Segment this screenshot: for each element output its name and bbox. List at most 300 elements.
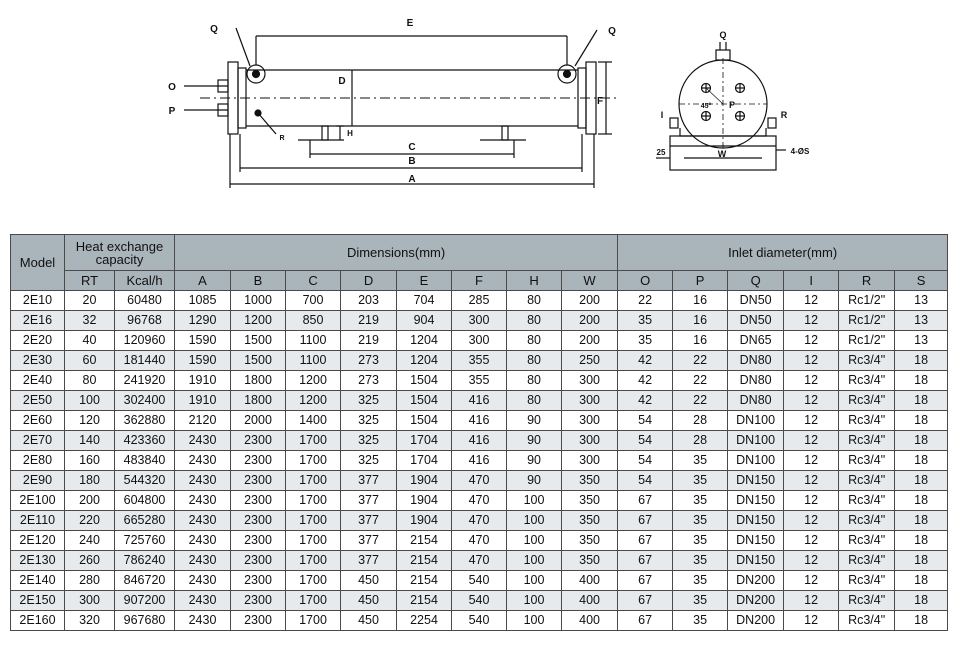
table-cell: 67	[618, 491, 673, 511]
column-header: C	[286, 271, 341, 291]
table-cell: 1200	[231, 311, 286, 331]
table-cell: 300	[562, 451, 618, 471]
table-cell: 2430	[175, 431, 231, 451]
column-header: R	[839, 271, 895, 291]
table-cell: 22	[673, 351, 728, 371]
column-header: Q	[728, 271, 784, 291]
model-cell: 2E100	[11, 491, 65, 511]
table-row	[11, 391, 948, 411]
table-cell: 1590	[175, 351, 231, 371]
table-cell: 285	[452, 291, 507, 311]
table-cell: DN50	[728, 291, 784, 311]
table-row	[11, 311, 948, 331]
table-cell: 35	[673, 551, 728, 571]
sub-header-row	[11, 271, 948, 291]
table-body	[11, 291, 948, 631]
model-cell: 2E60	[11, 411, 65, 431]
model-cell: 2E80	[11, 451, 65, 471]
table-cell: 35	[618, 331, 673, 351]
table-cell: Rc1/2"	[839, 331, 895, 351]
table-cell: 2154	[397, 591, 452, 611]
table-cell: 260	[65, 551, 115, 571]
table-cell: 35	[673, 451, 728, 471]
table-row	[11, 511, 948, 531]
table-cell: 12	[784, 511, 839, 531]
table-cell: 200	[562, 311, 618, 331]
table-cell: 2430	[175, 451, 231, 471]
label-c: C	[408, 142, 416, 153]
table-cell: 483840	[115, 451, 175, 471]
table-cell: 28	[673, 411, 728, 431]
table-cell: 100	[507, 551, 562, 571]
dimensions-header: Dimensions(mm)	[175, 235, 618, 271]
table-cell: DN200	[728, 611, 784, 631]
table-row	[11, 531, 948, 551]
table-cell: 100	[65, 391, 115, 411]
table-cell: 1704	[397, 431, 452, 451]
table-cell: Rc3/4"	[839, 591, 895, 611]
table-cell: DN200	[728, 591, 784, 611]
column-header: W	[562, 271, 618, 291]
table-cell: 470	[452, 491, 507, 511]
side-view	[184, 28, 620, 188]
column-header: Kcal/h	[115, 271, 175, 291]
table-cell: 907200	[115, 591, 175, 611]
table-cell: 220	[65, 511, 115, 531]
model-cell: 2E90	[11, 471, 65, 491]
label-25: 25	[656, 148, 666, 157]
table-cell: 22	[673, 391, 728, 411]
support-right	[502, 126, 508, 140]
column-header: B	[231, 271, 286, 291]
table-cell: 325	[341, 391, 397, 411]
table-cell: 325	[341, 431, 397, 451]
table-cell: 80	[507, 391, 562, 411]
table-cell: Rc3/4"	[839, 371, 895, 391]
table-cell: 2300	[231, 611, 286, 631]
column-header: S	[895, 271, 948, 291]
table-cell: 80	[507, 351, 562, 371]
table-cell: 470	[452, 551, 507, 571]
table-cell: DN80	[728, 391, 784, 411]
label-angle: 45°	[700, 103, 712, 110]
table-row	[11, 291, 948, 311]
table-row	[11, 591, 948, 611]
table-cell: 2300	[231, 591, 286, 611]
table-cell: 219	[341, 311, 397, 331]
table-cell: Rc3/4"	[839, 391, 895, 411]
table-cell: 2254	[397, 611, 452, 631]
table-cell: 320	[65, 611, 115, 631]
table-cell: 80	[507, 371, 562, 391]
table-cell: 450	[341, 591, 397, 611]
table-cell: Rc3/4"	[839, 511, 895, 531]
table-cell: 12	[784, 531, 839, 551]
table-cell: 32	[65, 311, 115, 331]
table-cell: 377	[341, 471, 397, 491]
label-f: F	[596, 96, 604, 107]
table-cell: Rc3/4"	[839, 531, 895, 551]
table-cell: 140	[65, 431, 115, 451]
table-cell: 18	[895, 531, 948, 551]
table-row	[11, 491, 948, 511]
table-cell: DN150	[728, 511, 784, 531]
table-cell: 350	[562, 471, 618, 491]
label-p-end: P	[728, 100, 736, 110]
table-cell: DN150	[728, 491, 784, 511]
table-cell: 16	[673, 331, 728, 351]
label-bolts: 4-ØS	[790, 147, 810, 156]
table-cell: 80	[507, 331, 562, 351]
table-cell: 18	[895, 571, 948, 591]
table-cell: 16	[673, 291, 728, 311]
table-cell: 377	[341, 491, 397, 511]
table-cell: 1700	[286, 471, 341, 491]
table-cell: 12	[784, 591, 839, 611]
label-a: A	[408, 174, 416, 185]
table-cell: 1504	[397, 391, 452, 411]
table-cell: 665280	[115, 511, 175, 531]
table-cell: 12	[784, 491, 839, 511]
table-cell: 2430	[175, 591, 231, 611]
table-cell: 300	[562, 391, 618, 411]
table-cell: 18	[895, 431, 948, 451]
table-cell: 1904	[397, 471, 452, 491]
table-cell: 42	[618, 371, 673, 391]
table-cell: 700	[286, 291, 341, 311]
table-row	[11, 571, 948, 591]
table-cell: 416	[452, 451, 507, 471]
table-row	[11, 351, 948, 371]
technical-drawing	[0, 0, 959, 232]
table-cell: 325	[341, 411, 397, 431]
table-cell: 2120	[175, 411, 231, 431]
table-cell: 377	[341, 551, 397, 571]
table-cell: 470	[452, 471, 507, 491]
table-cell: Rc3/4"	[839, 431, 895, 451]
table-cell: 540	[452, 611, 507, 631]
table-cell: 725760	[115, 531, 175, 551]
model-header: Model	[11, 235, 65, 291]
table-cell: 181440	[115, 351, 175, 371]
table-cell: 1704	[397, 451, 452, 471]
table-cell: Rc3/4"	[839, 451, 895, 471]
table-cell: 350	[562, 511, 618, 531]
table-cell: 12	[784, 411, 839, 431]
table-cell: Rc3/4"	[839, 411, 895, 431]
table-cell: 100	[507, 591, 562, 611]
table-cell: 12	[784, 391, 839, 411]
table-cell: 200	[65, 491, 115, 511]
table-cell: Rc3/4"	[839, 551, 895, 571]
table-cell: 470	[452, 511, 507, 531]
table-cell: 35	[673, 471, 728, 491]
table-cell: 350	[562, 551, 618, 571]
column-header: D	[341, 271, 397, 291]
table-cell: 423360	[115, 431, 175, 451]
table-cell: 1700	[286, 431, 341, 451]
table-cell: 12	[784, 331, 839, 351]
table-cell: 2154	[397, 551, 452, 571]
label-r-end: R	[780, 110, 788, 120]
table-cell: 1700	[286, 571, 341, 591]
table-cell: 22	[673, 371, 728, 391]
table-cell: 200	[562, 291, 618, 311]
table-cell: Rc3/4"	[839, 571, 895, 591]
model-cell: 2E130	[11, 551, 65, 571]
table-cell: 1910	[175, 371, 231, 391]
table-cell: 1204	[397, 351, 452, 371]
column-header: RT	[65, 271, 115, 291]
table-cell: 540	[452, 571, 507, 591]
table-cell: 203	[341, 291, 397, 311]
table-cell: 42	[618, 391, 673, 411]
table-cell: 2430	[175, 611, 231, 631]
table-cell: 22	[618, 291, 673, 311]
table-cell: 67	[618, 511, 673, 531]
table-cell: 12	[784, 551, 839, 571]
table-cell: 2300	[231, 431, 286, 451]
table-cell: 300	[562, 431, 618, 451]
table-cell: 300	[65, 591, 115, 611]
table-cell: 1800	[231, 391, 286, 411]
table-cell: 1700	[286, 531, 341, 551]
label-w: W	[717, 149, 727, 159]
table-cell: 18	[895, 351, 948, 371]
table-cell: 200	[562, 331, 618, 351]
table-cell: Rc3/4"	[839, 491, 895, 511]
table-cell: 60480	[115, 291, 175, 311]
table-cell: 416	[452, 391, 507, 411]
table-row	[11, 411, 948, 431]
table-cell: 2300	[231, 471, 286, 491]
table-cell: 300	[452, 331, 507, 351]
table-cell: 60	[65, 351, 115, 371]
table-cell: 2300	[231, 451, 286, 471]
table-row	[11, 331, 948, 351]
table-cell: 1700	[286, 551, 341, 571]
table-cell: 1590	[175, 331, 231, 351]
table-cell: 273	[341, 371, 397, 391]
table-cell: 1500	[231, 351, 286, 371]
table-cell: 12	[784, 571, 839, 591]
table-cell: 2430	[175, 531, 231, 551]
table-cell: 2430	[175, 491, 231, 511]
table-cell: 1700	[286, 451, 341, 471]
table-cell: Rc3/4"	[839, 611, 895, 631]
table-cell: DN100	[728, 431, 784, 451]
table-cell: 1000	[231, 291, 286, 311]
model-cell: 2E20	[11, 331, 65, 351]
table-cell: 280	[65, 571, 115, 591]
table-cell: 450	[341, 611, 397, 631]
table-cell: 35	[673, 611, 728, 631]
table-cell: 967680	[115, 611, 175, 631]
table-cell: 250	[562, 351, 618, 371]
table-cell: 120	[65, 411, 115, 431]
table-cell: 12	[784, 311, 839, 331]
table-cell: 300	[562, 411, 618, 431]
table-cell: 2430	[175, 571, 231, 591]
label-o: O	[168, 82, 176, 93]
table-cell: Rc3/4"	[839, 471, 895, 491]
side-view-labels	[168, 18, 616, 185]
table-cell: 1700	[286, 591, 341, 611]
table-cell: 1204	[397, 331, 452, 351]
table-cell: 704	[397, 291, 452, 311]
table-row	[11, 471, 948, 491]
table-cell: 416	[452, 431, 507, 451]
table-cell: 90	[507, 451, 562, 471]
table-cell: 100	[507, 571, 562, 591]
model-cell: 2E160	[11, 611, 65, 631]
table-cell: 1504	[397, 411, 452, 431]
table-cell: 1500	[231, 331, 286, 351]
table-cell: 2300	[231, 491, 286, 511]
table-cell: 1504	[397, 371, 452, 391]
table-cell: DN100	[728, 411, 784, 431]
table-cell: 100	[507, 491, 562, 511]
model-cell: 2E10	[11, 291, 65, 311]
table-cell: 2300	[231, 551, 286, 571]
table-cell: 40	[65, 331, 115, 351]
table-cell: Rc1/2"	[839, 291, 895, 311]
column-header: P	[673, 271, 728, 291]
column-header: A	[175, 271, 231, 291]
table-cell: 80	[65, 371, 115, 391]
table-cell: 13	[895, 291, 948, 311]
table-cell: 35	[673, 491, 728, 511]
table-cell: 350	[562, 491, 618, 511]
table-cell: 12	[784, 611, 839, 631]
table-cell: 28	[673, 431, 728, 451]
table-cell: 786240	[115, 551, 175, 571]
table-cell: 470	[452, 531, 507, 551]
table-cell: 219	[341, 331, 397, 351]
table-cell: Rc3/4"	[839, 351, 895, 371]
table-cell: 12	[784, 451, 839, 471]
table-cell: 2300	[231, 531, 286, 551]
model-cell: 2E16	[11, 311, 65, 331]
model-cell: 2E70	[11, 431, 65, 451]
table-cell: 35	[673, 511, 728, 531]
label-e: E	[406, 18, 414, 29]
model-cell: 2E110	[11, 511, 65, 531]
table-cell: 377	[341, 531, 397, 551]
table-cell: 13	[895, 311, 948, 331]
table-cell: 2430	[175, 511, 231, 531]
table-cell: 2300	[231, 511, 286, 531]
model-cell: 2E140	[11, 571, 65, 591]
table-cell: 12	[784, 471, 839, 491]
table-cell: 67	[618, 591, 673, 611]
table-cell: 54	[618, 431, 673, 451]
table-cell: 20	[65, 291, 115, 311]
table-cell: DN200	[728, 571, 784, 591]
table-row	[11, 371, 948, 391]
table-cell: 1904	[397, 491, 452, 511]
inlet-diameter-header: Inlet diameter(mm)	[618, 235, 948, 271]
table-cell: 54	[618, 471, 673, 491]
label-i: I	[660, 110, 664, 120]
table-cell: 1100	[286, 331, 341, 351]
column-header: I	[784, 271, 839, 291]
table-cell: 846720	[115, 571, 175, 591]
table-cell: 904	[397, 311, 452, 331]
model-cell: 2E120	[11, 531, 65, 551]
model-cell: 2E30	[11, 351, 65, 371]
table-cell: 18	[895, 591, 948, 611]
table-cell: 35	[618, 311, 673, 331]
table-cell: 67	[618, 571, 673, 591]
table-cell: 96768	[115, 311, 175, 331]
column-header: H	[507, 271, 562, 291]
table-cell: 240	[65, 531, 115, 551]
table-row	[11, 431, 948, 451]
table-cell: 18	[895, 551, 948, 571]
table-cell: 90	[507, 411, 562, 431]
table-cell: 35	[673, 591, 728, 611]
table-cell: DN80	[728, 371, 784, 391]
table-cell: 302400	[115, 391, 175, 411]
table-cell: 1910	[175, 391, 231, 411]
table-row	[11, 611, 948, 631]
table-cell: 241920	[115, 371, 175, 391]
table-cell: 2300	[231, 571, 286, 591]
table-cell: 2430	[175, 471, 231, 491]
table-cell: 18	[895, 391, 948, 411]
table-cell: 54	[618, 411, 673, 431]
table-cell: 1200	[286, 391, 341, 411]
table-cell: 120960	[115, 331, 175, 351]
table-cell: 13	[895, 331, 948, 351]
model-cell: 2E50	[11, 391, 65, 411]
table-cell: 160	[65, 451, 115, 471]
label-q-left: Q	[210, 24, 218, 35]
column-header: E	[397, 271, 452, 291]
label-p: P	[168, 106, 176, 117]
table-cell: 355	[452, 371, 507, 391]
table-cell: 180	[65, 471, 115, 491]
table-cell: 67	[618, 531, 673, 551]
label-r: R	[279, 135, 285, 142]
table-cell: 1200	[286, 371, 341, 391]
table-cell: DN150	[728, 531, 784, 551]
table-cell: DN150	[728, 471, 784, 491]
table-cell: DN100	[728, 451, 784, 471]
column-header: F	[452, 271, 507, 291]
table-cell: 416	[452, 411, 507, 431]
table-cell: 16	[673, 311, 728, 331]
table-cell: DN65	[728, 331, 784, 351]
table-cell: 355	[452, 351, 507, 371]
table-cell: 1700	[286, 611, 341, 631]
table-cell: 450	[341, 571, 397, 591]
table-cell: 1290	[175, 311, 231, 331]
table-cell: DN80	[728, 351, 784, 371]
table-cell: 100	[507, 511, 562, 531]
table-cell: 540	[452, 591, 507, 611]
table-cell: 12	[784, 351, 839, 371]
table-cell: 18	[895, 411, 948, 431]
table-cell: 18	[895, 451, 948, 471]
table-cell: 850	[286, 311, 341, 331]
table-cell: 1700	[286, 511, 341, 531]
table-cell: 377	[341, 511, 397, 531]
column-header: O	[618, 271, 673, 291]
table-cell: 80	[507, 311, 562, 331]
table-cell: 273	[341, 351, 397, 371]
